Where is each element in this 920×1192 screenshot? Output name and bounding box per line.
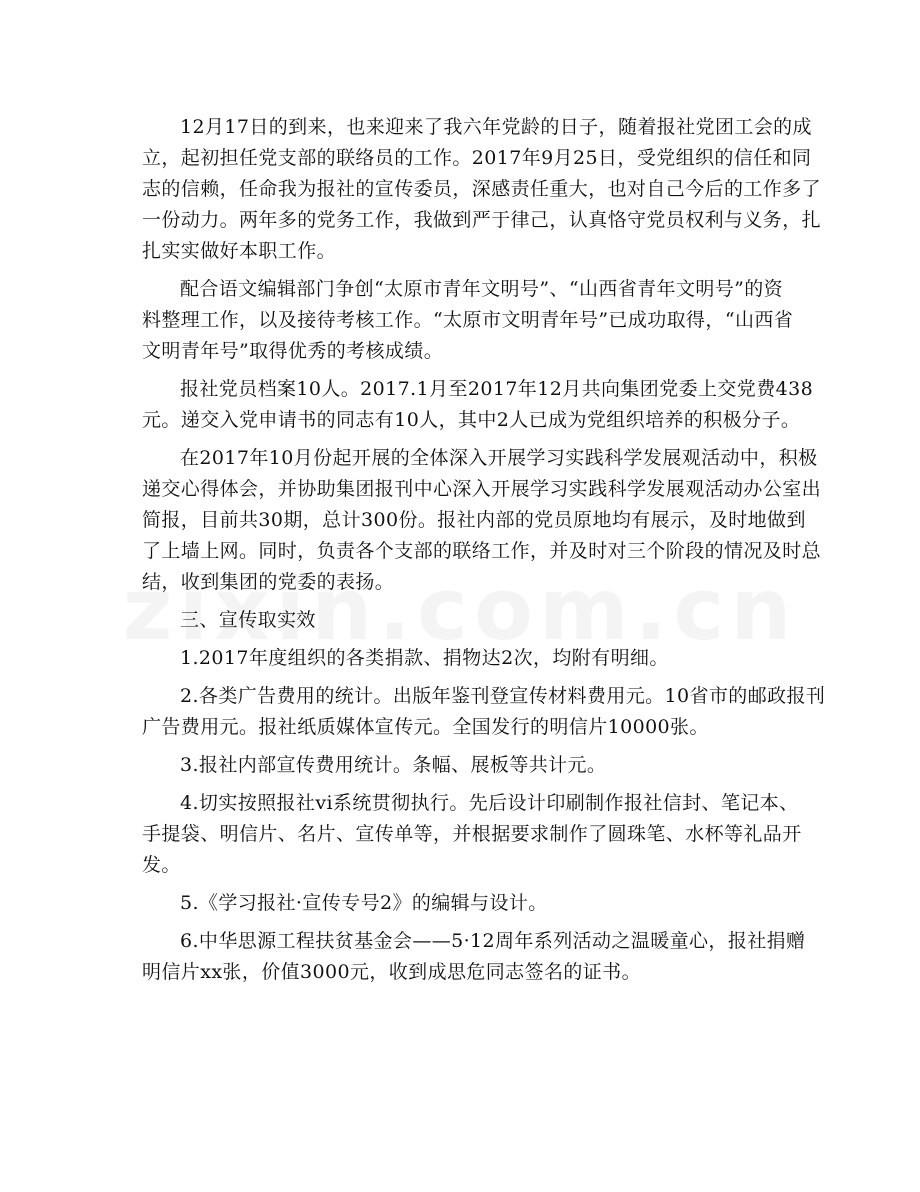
- text-line: 元。递交入党申请书的同志有10人，其中2人已成为党组织培养的积极分子。: [142, 409, 801, 431]
- text-line: 广告费用元。报社纸质媒体宣传元。全国发行的明信片10000张。: [142, 716, 709, 738]
- text-line: 一份动力。两年多的党务工作，我做到严于律己，认真恪守党员权利与义务，扎: [142, 209, 822, 231]
- text-line: 报社党员档案10人。2017.1月至2017年12月共向集团党委上交党费438: [180, 378, 814, 400]
- text-line: 发。: [142, 854, 181, 876]
- text-line: 配合语文编辑部门争创“太原市青年文明号”、“山西省青年文明号”的资: [180, 278, 784, 300]
- text-line: 4.切实按照报社vi系统贯彻执行。先后设计印刷制作报社信封、笔记本、: [180, 792, 799, 814]
- list-item: [142, 926, 806, 988]
- list-item: [142, 681, 826, 743]
- paragraph-party-liaison: [142, 112, 822, 267]
- paragraph-party-records: [142, 374, 814, 436]
- text-line: 立，起初担任党支部的联络员的工作。2017年9月25日，受党组织的信任和同: [142, 147, 812, 169]
- text-line: 结，收到集团的党委的表扬。: [142, 571, 395, 593]
- text-line: 简报，目前共30期，总计300份。报社内部的党员原地均有展示，及时地做到: [142, 509, 806, 531]
- text-line: 文明青年号”取得优秀的考核成绩。: [142, 340, 444, 362]
- list-item: [142, 888, 782, 919]
- text-line: 3.报社内部宣传费用统计。条幅、展板等共计元。: [180, 754, 607, 776]
- paragraph-study-activity: [142, 443, 822, 598]
- text-line: 12月17日的到来，也来迎来了我六年党龄的日子，随着报社党团工会的成: [180, 116, 812, 138]
- text-line: 2.各类广告费用的统计。出版年鉴刊登宣传材料费用元。10省市的邮政报刊: [180, 685, 826, 707]
- text-line: 5.《学习报社·宣传专号2》的编辑与设计。: [180, 892, 548, 914]
- list-item: [142, 788, 802, 881]
- text-line: 了上墙上网。同时，负责各个支部的联络工作，并及时对三个阶段的情况及时总: [142, 540, 822, 562]
- text-line: 在2017年10月份起开展的全体深入开展学习实践科学发展观活动中，积极: [180, 447, 818, 469]
- text-line: 6.中华思源工程扶贫基金会——5·12周年系列活动之温暖童心，报社捐赠: [180, 930, 806, 952]
- text-line: 志的信赖，任命我为报社的宣传委员，深感责任重大，也对自己今后的工作多了: [142, 178, 822, 200]
- text-line: 料整理工作，以及接待考核工作。“太原市文明青年号”已成功取得，“山西省: [142, 309, 794, 331]
- paragraph-civilization-title: [142, 274, 794, 367]
- text-line: 手提袋、明信片、名片、宣传单等，并根据要求制作了圆珠笔、水杯等礼品开: [142, 823, 802, 845]
- list-item: [142, 643, 782, 674]
- text-line: 明信片xx张，价值3000元，收到成思危同志签名的证书。: [142, 961, 641, 983]
- text-line: 1.2017年度组织的各类捐款、捐物达2次，均附有明细。: [180, 647, 669, 669]
- list-item: [142, 750, 782, 781]
- document-body: [142, 112, 826, 995]
- section-heading: [142, 605, 782, 636]
- text-line: 递交心得体会，并协助集团报刊中心深入开展学习实践科学发展观活动办公室出: [142, 478, 822, 500]
- section-heading-text: 三、宣传取实效: [180, 609, 316, 631]
- text-line: 扎实实做好本职工作。: [142, 240, 337, 262]
